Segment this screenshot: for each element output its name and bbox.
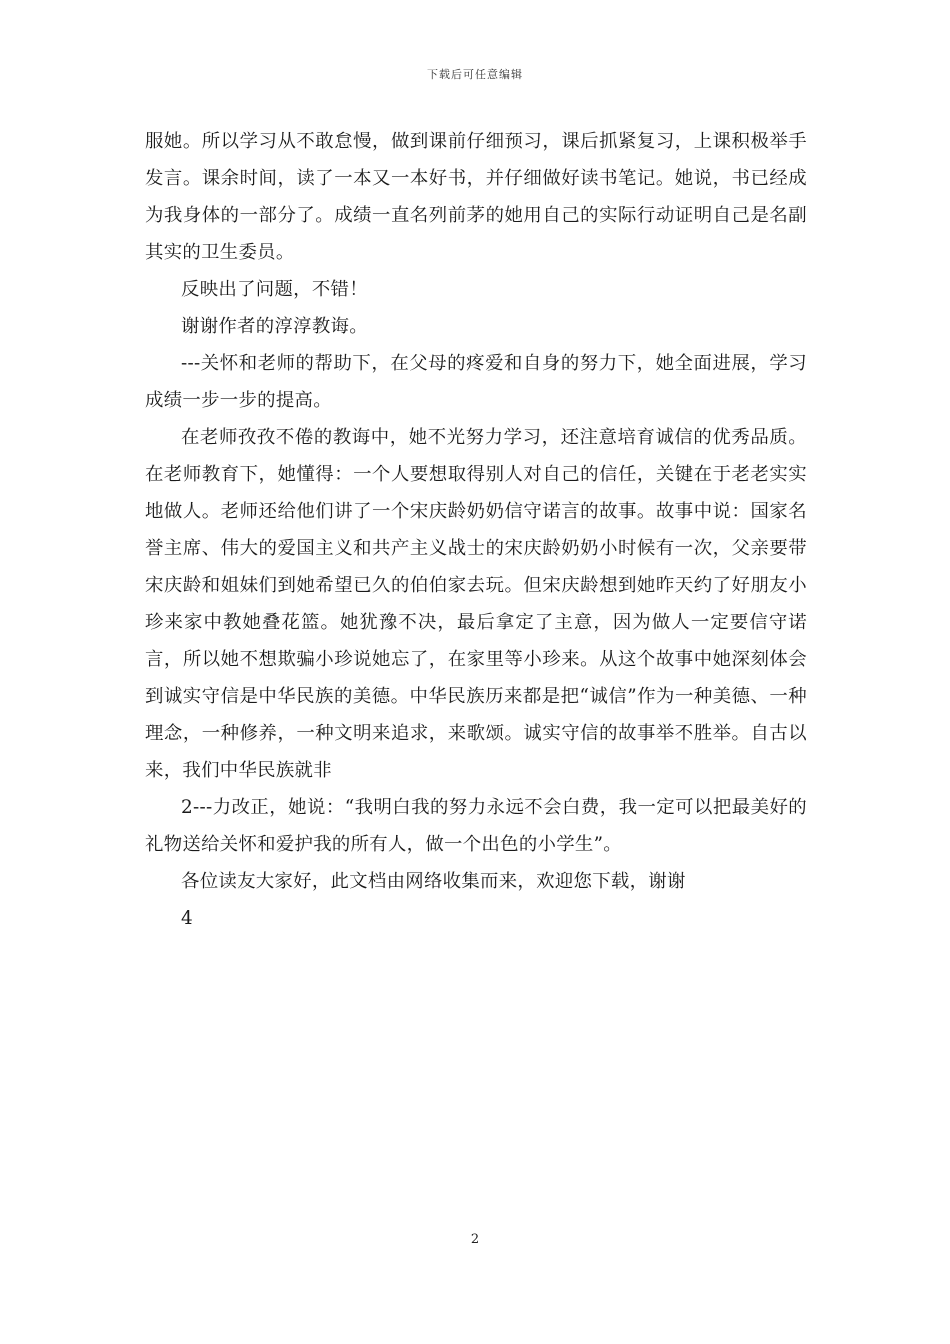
page-header: 下载后可任意编辑	[427, 68, 523, 81]
document-body	[145, 123, 807, 937]
paragraph-6: 2---力改正，她说：“我明白我的努力永远不会白费，我一定可以把最美好的礼物送给关怀和爱护我的所有人，做一个出色的小学生”。	[145, 797, 807, 855]
paragraph-5: 在老师孜孜不倦的教诲中，她不光努力学习，还注意培育诚信的优秀品质。在老师教育下，她懂得：一个人要想取得别人对自己的信任，关键在于老老实实地做人。老师还给他们讲了一个宋庆龄奶奶信守诺言的故事。故事中说：国家名誉主席、伟大的爱国主义和共产主义战士的宋庆龄奶奶小时候有一次，父亲要带宋庆龄和姐妹们到她希望已久的伯伯家去玩。但宋庆龄想到她昨天约了好朋友小珍来家中教她叠花篮。她犹豫不决，最后拿定了主意，因为做人一定要信守诺言，所以她不想欺骗小珍说她忘了，在家里等小珍来。从这个故事中她深刻体会到诚实守信是中华民族的美德。中华民族历来都是把“诚信”作为一种美德、一种理念，一种修养，一种文明来追求，来歌颂。诚实守信的故事举不胜举。自古以来，我们中华民族就非	[145, 427, 807, 781]
paragraph-8: 4	[181, 908, 194, 929]
paragraph-1: 服她。所以学习从不敢怠慢，做到课前仔细预习，课后抓紧复习，上课积极举手发言。课余时间，读了一本又一本好书，并仔细做好读书笔记。她说，书已经成为我身体的一部分了。成绩一直名列前茅的她用自己的实际行动证明自己是名副其实的卫生委员。	[145, 131, 807, 263]
paragraph-4: ---关怀和老师的帮助下，在父母的疼爱和自身的努力下，她全面进展，学习成绩一步一步的提高。	[145, 353, 807, 411]
paragraph-2: 反映出了问题，不错！	[181, 279, 368, 300]
page-number: 2	[470, 1232, 480, 1247]
paragraph-3: 谢谢作者的淳淳教诲。	[181, 316, 368, 337]
paragraph-7: 各位读友大家好，此文档由网络收集而来，欢迎您下载，谢谢	[181, 871, 686, 892]
